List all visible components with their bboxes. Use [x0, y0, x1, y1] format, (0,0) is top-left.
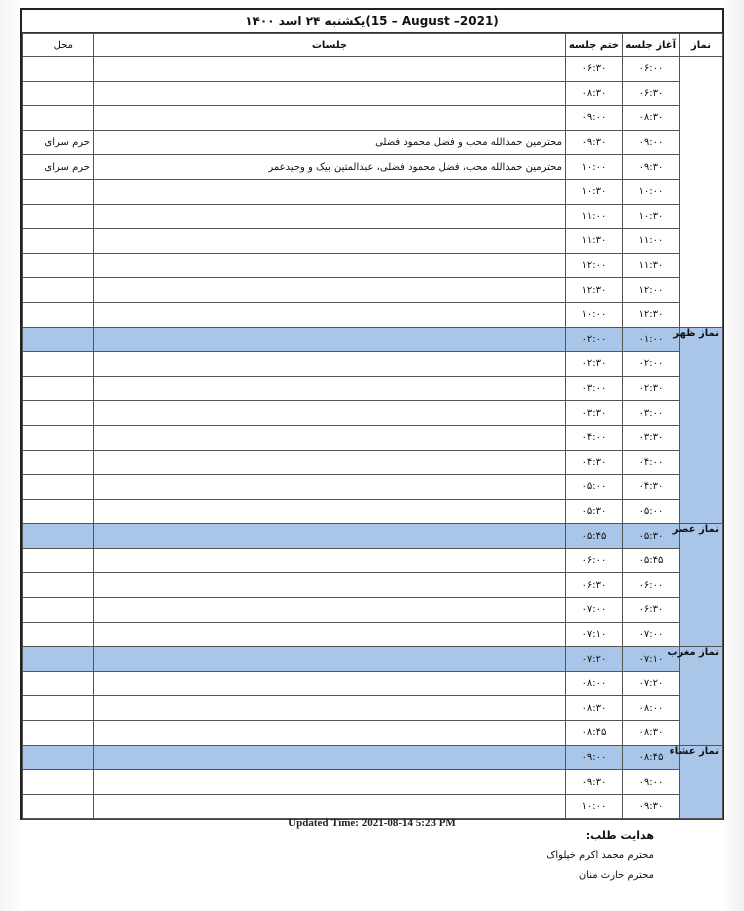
session-cell [94, 352, 566, 377]
table-row [23, 548, 723, 573]
session-cell [94, 179, 566, 204]
place-cell [23, 179, 94, 204]
session-cell: محترمین حمدالله محب و فضل محمود فضلی [94, 130, 566, 155]
place-cell [23, 57, 94, 82]
start-cell: ۰۸:۳۰ [623, 106, 680, 131]
end-cell: ۰۹:۳۰ [566, 770, 623, 795]
start-cell: ۰۳:۰۰ [623, 401, 680, 426]
header-prayer: نماز [680, 34, 723, 57]
end-cell: ۱۱:۳۰ [566, 229, 623, 254]
start-cell: ۰۵:۳۰ [623, 524, 680, 549]
prayer-cell: نماز عصر [680, 524, 723, 647]
start-cell: ۰۴:۳۰ [623, 475, 680, 500]
start-cell: ۰۸:۳۰ [623, 721, 680, 746]
table-row [23, 327, 723, 352]
place-cell [23, 450, 94, 475]
place-cell [23, 204, 94, 229]
end-cell: ۰۹:۰۰ [566, 745, 623, 770]
end-cell: ۰۷:۱۰ [566, 622, 623, 647]
table-row [23, 671, 723, 696]
start-cell: ۰۹:۳۰ [623, 155, 680, 180]
end-cell: ۰۹:۳۰ [566, 130, 623, 155]
end-cell: ۰۵:۴۵ [566, 524, 623, 549]
place-cell [23, 548, 94, 573]
header-place: محل [23, 34, 94, 57]
start-cell: ۰۹:۰۰ [623, 130, 680, 155]
table-row [23, 696, 723, 721]
end-cell: ۰۳:۰۰ [566, 376, 623, 401]
table-row [23, 179, 723, 204]
table-row [23, 376, 723, 401]
start-cell: ۰۷:۰۰ [623, 622, 680, 647]
start-cell: ۱۱:۳۰ [623, 253, 680, 278]
guidance-line: محترم محمد اکرم خپلواک [546, 850, 654, 861]
start-cell: ۰۷:۲۰ [623, 671, 680, 696]
table-row [23, 155, 723, 180]
start-cell: ۰۱:۰۰ [623, 327, 680, 352]
session-cell [94, 524, 566, 549]
start-cell: ۰۲:۰۰ [623, 352, 680, 377]
session-cell [94, 425, 566, 450]
session-cell [94, 622, 566, 647]
end-cell: ۰۸:۰۰ [566, 671, 623, 696]
place-cell [23, 352, 94, 377]
session-cell [94, 573, 566, 598]
table-row [23, 81, 723, 106]
session-cell [94, 229, 566, 254]
session-cell [94, 475, 566, 500]
place-cell [23, 499, 94, 524]
table-row [23, 57, 723, 82]
end-cell: ۰۸:۳۰ [566, 81, 623, 106]
table-row [23, 622, 723, 647]
end-cell: ۱۰:۰۰ [566, 155, 623, 180]
end-cell: ۰۲:۰۰ [566, 327, 623, 352]
session-cell [94, 57, 566, 82]
table-row [23, 475, 723, 500]
end-cell: ۰۳:۳۰ [566, 401, 623, 426]
end-cell: ۰۷:۲۰ [566, 647, 623, 672]
start-cell: ۰۵:۰۰ [623, 499, 680, 524]
session-cell [94, 81, 566, 106]
prayer-cell: نماز مغرب [680, 647, 723, 745]
session-cell [94, 794, 566, 819]
start-cell: ۰۳:۳۰ [623, 425, 680, 450]
start-cell: ۰۵:۴۵ [623, 548, 680, 573]
end-cell: ۰۴:۳۰ [566, 450, 623, 475]
end-cell: ۱۰:۳۰ [566, 179, 623, 204]
end-cell: ۰۷:۰۰ [566, 598, 623, 623]
session-cell [94, 770, 566, 795]
header-start: آغاز جلسه [623, 34, 680, 57]
table-row [23, 794, 723, 819]
table-row [23, 573, 723, 598]
end-cell: ۱۲:۰۰ [566, 253, 623, 278]
place-cell [23, 770, 94, 795]
place-cell [23, 475, 94, 500]
place-cell [23, 524, 94, 549]
session-cell: محترمین حمدالله محب، فضل محمود فضلی، عبدالمتین بیک و وحیدعمر [94, 155, 566, 180]
end-cell: ۰۹:۰۰ [566, 106, 623, 131]
end-cell: ۰۲:۳۰ [566, 352, 623, 377]
table-row [23, 204, 723, 229]
place-cell [23, 106, 94, 131]
start-cell: ۰۸:۴۵ [623, 745, 680, 770]
place-cell [23, 376, 94, 401]
session-cell [94, 671, 566, 696]
table-row [23, 647, 723, 672]
place-cell [23, 401, 94, 426]
end-cell: ۰۸:۴۵ [566, 721, 623, 746]
schedule-title: یکشنبه ۲۴ اسد ۱۴۰۰(15 – August –2021) [22, 10, 722, 33]
start-cell: ۰۸:۰۰ [623, 696, 680, 721]
table-row [23, 302, 723, 327]
place-cell [23, 647, 94, 672]
schedule-table [22, 33, 723, 819]
guidance-block [546, 829, 654, 890]
table-row [23, 745, 723, 770]
table-row [23, 278, 723, 303]
guidance-line: محترم حارث منان [578, 870, 654, 881]
table-row [23, 524, 723, 549]
start-cell: ۰۶:۰۰ [623, 573, 680, 598]
session-cell [94, 204, 566, 229]
end-cell: ۰۵:۰۰ [566, 475, 623, 500]
end-cell: ۰۶:۳۰ [566, 57, 623, 82]
start-cell: ۰۲:۳۰ [623, 376, 680, 401]
session-cell [94, 253, 566, 278]
header-end: ختم جلسه [566, 34, 623, 57]
table-row [23, 450, 723, 475]
place-cell [23, 425, 94, 450]
session-cell [94, 598, 566, 623]
session-cell [94, 106, 566, 131]
end-cell: ۰۵:۳۰ [566, 499, 623, 524]
table-row [23, 598, 723, 623]
prayer-cell: نماز ظهر [680, 327, 723, 524]
table-row [23, 229, 723, 254]
prayer-cell: نماز عشاء [680, 745, 723, 819]
updated-time: Updated Time: 2021-08-14 5:23 PM [288, 817, 456, 829]
place-cell [23, 302, 94, 327]
session-cell [94, 401, 566, 426]
session-cell [94, 450, 566, 475]
table-row [23, 499, 723, 524]
end-cell: ۱۱:۰۰ [566, 204, 623, 229]
place-cell: حرم سرای [23, 130, 94, 155]
start-cell: ۱۱:۰۰ [623, 229, 680, 254]
table-row [23, 425, 723, 450]
place-cell [23, 721, 94, 746]
place-cell [23, 327, 94, 352]
place-cell [23, 253, 94, 278]
session-cell [94, 548, 566, 573]
start-cell: ۱۰:۳۰ [623, 204, 680, 229]
start-cell: ۱۲:۳۰ [623, 302, 680, 327]
session-cell [94, 302, 566, 327]
end-cell: ۰۸:۳۰ [566, 696, 623, 721]
place-cell [23, 745, 94, 770]
end-cell: ۱۰:۰۰ [566, 794, 623, 819]
session-cell [94, 327, 566, 352]
session-cell [94, 745, 566, 770]
place-cell [23, 696, 94, 721]
session-cell [94, 721, 566, 746]
session-cell [94, 278, 566, 303]
table-row [23, 253, 723, 278]
end-cell: ۰۶:۰۰ [566, 548, 623, 573]
place-cell [23, 229, 94, 254]
table-row [23, 770, 723, 795]
end-cell: ۱۰:۰۰ [566, 302, 623, 327]
start-cell: ۱۰:۰۰ [623, 179, 680, 204]
end-cell: ۱۲:۳۰ [566, 278, 623, 303]
session-cell [94, 499, 566, 524]
table-row [23, 352, 723, 377]
start-cell: ۰۶:۳۰ [623, 81, 680, 106]
table-row [23, 721, 723, 746]
place-cell [23, 671, 94, 696]
schedule-body [23, 57, 723, 819]
session-cell [94, 696, 566, 721]
end-cell: ۰۶:۳۰ [566, 573, 623, 598]
place-cell [23, 794, 94, 819]
place-cell [23, 278, 94, 303]
place-cell: حرم سرای [23, 155, 94, 180]
end-cell: ۰۴:۰۰ [566, 425, 623, 450]
start-cell: ۰۶:۳۰ [623, 598, 680, 623]
start-cell: ۰۴:۰۰ [623, 450, 680, 475]
place-cell [23, 598, 94, 623]
start-cell: ۱۲:۰۰ [623, 278, 680, 303]
start-cell: ۰۷:۱۰ [623, 647, 680, 672]
table-row [23, 130, 723, 155]
header-row [23, 34, 723, 57]
guidance-heading: هدایت طلب: [585, 829, 654, 842]
table-row [23, 401, 723, 426]
start-cell: ۰۹:۰۰ [623, 770, 680, 795]
session-cell [94, 647, 566, 672]
header-sessions: جلسات [94, 34, 566, 57]
table-row [23, 106, 723, 131]
place-cell [23, 573, 94, 598]
session-cell [94, 376, 566, 401]
place-cell [23, 622, 94, 647]
start-cell: ۰۹:۳۰ [623, 794, 680, 819]
schedule-sheet [20, 8, 724, 820]
place-cell [23, 81, 94, 106]
prayer-cell [680, 57, 723, 328]
start-cell: ۰۶:۰۰ [623, 57, 680, 82]
